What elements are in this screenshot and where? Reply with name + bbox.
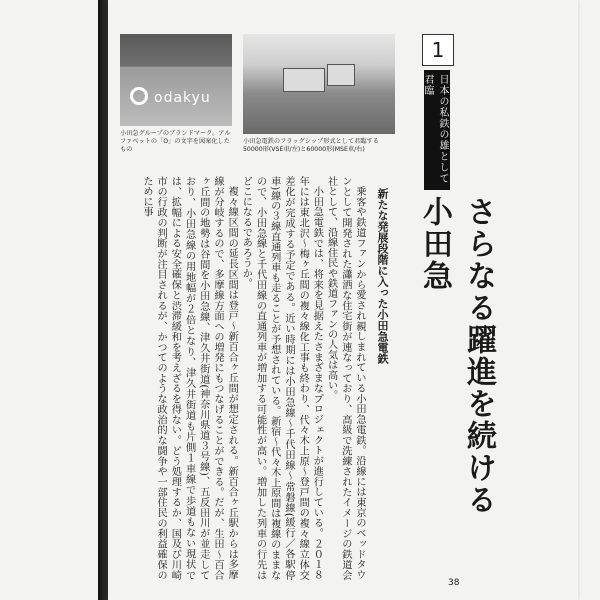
logo-text: odakyu xyxy=(154,90,211,106)
chapter-label: 日本の私鉄の雄として君臨 xyxy=(424,70,450,190)
trains-photo xyxy=(243,34,395,134)
article-title: さらなる躍進を続ける小田急 xyxy=(417,196,496,516)
brand-mark-photo xyxy=(120,34,232,126)
article-body xyxy=(130,176,366,580)
logo-o-icon xyxy=(130,87,148,105)
paragraph: 乗客や鉄道ファンから愛され親しまれている小田急電鉄。沿線には東京のベッドタウンとして開発された瀟洒な住宅街が連なっており、高級で洗練されたイメージの鉄道会社として、沿線住民や鉄道ファンの人気は高い。 xyxy=(325,176,365,580)
odakyu-logo xyxy=(128,84,220,114)
vse-train-icon xyxy=(283,68,325,92)
photo2-caption: 小田急電鉄のフラッグシップ形式として君臨する50000形(VSE車/左)と60000形(MSE車/右) xyxy=(243,138,379,153)
paragraph: 小田急電鉄では、将来を見据えたさまざまなプロジェクトが進行している。２０１８年には東北沢〜梅ヶ丘間の複々線化工事も終わり、代々木上原〜登戸間の複々線立体交差化が完成する予定である。近い時期には小田急線〜千代田線〜常磐線(緩行／各駅停車)線の３線直通列車も走ることが予想されている。新宿〜代々木上原間は複線のままなので、小田急線と千代田線の直通列車が増加する可能性が高い。増加した列車の行先はどこになるであろうか。 xyxy=(240,176,323,580)
photo1-caption: 小田急グループのブランドマーク。アルファベットの「O」の文字を図案化したもの xyxy=(120,130,231,153)
paragraph: 複々線区間の延長区間は登戸〜新百合ヶ丘間が想定される。新百合ヶ丘駅からは多摩線が分岐するので、多摩線方面への増発にもつなげることができる。だが、生田〜百合ヶ丘間の地勢は谷間を小田急線、津久井街道(神奈川県道３号線)、五反田川が並走しており、小田急線の用地幅が２倍となり、津久井街道も片側１車線で歩道もない現状では、拡幅による安全確保と渋滞緩和を考えざるを得ない。どう処理するか、国及び川崎市の行政の判断が注目されるが、かつてのような政治的な闘争や一部住民の利益確保のために事 xyxy=(140,176,238,580)
mse-train-icon xyxy=(327,64,355,86)
article-subhead: 新たな発展段階に入った小田急電鉄 xyxy=(376,188,389,364)
page-number: 38 xyxy=(448,578,460,588)
chapter-number: 1 xyxy=(422,34,454,66)
